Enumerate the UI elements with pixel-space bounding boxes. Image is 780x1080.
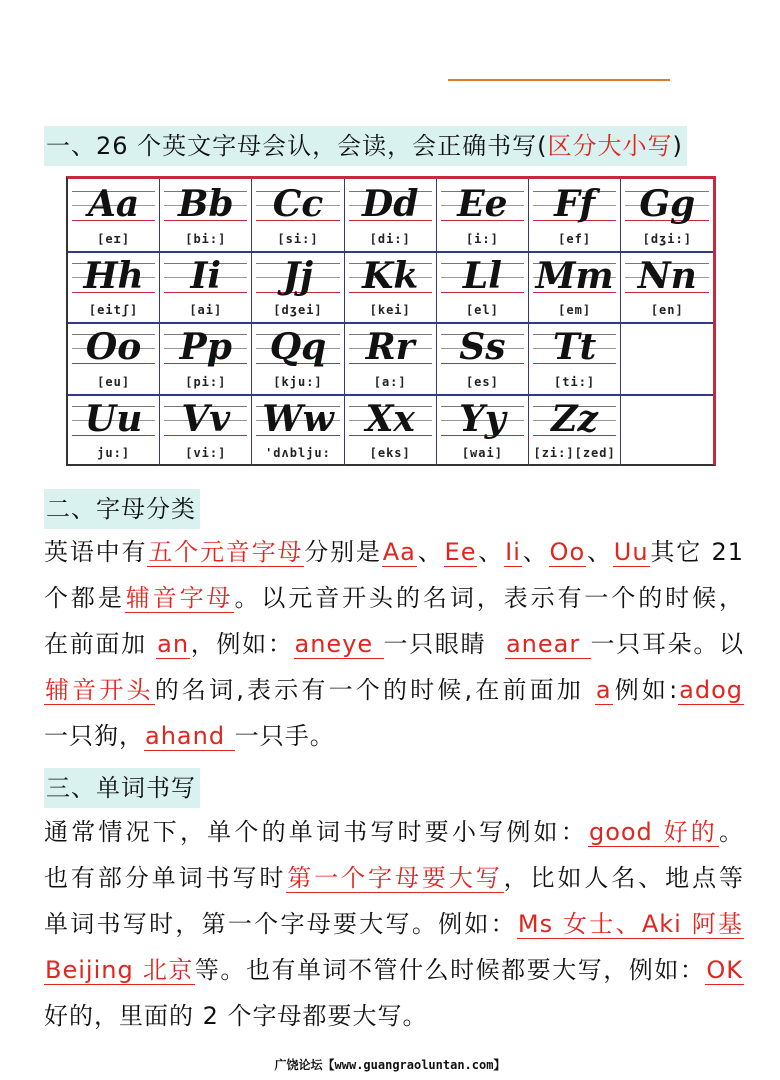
phonetic-label: [zi:][zed] (533, 446, 616, 460)
text: 也有部分单词书写时 (44, 864, 287, 892)
alphabet-cell (68, 394, 160, 466)
text: 一只耳朵。以 (590, 630, 745, 658)
phonetic-label: [eks] (369, 446, 411, 460)
alphabet-cell (437, 394, 529, 466)
answer-blank: Oo (549, 538, 586, 566)
section1-heading (44, 126, 687, 166)
answer-blank: 第一个字母要大写 (287, 864, 503, 892)
footer-watermark: 广饶论坛【www.guangraoluntan.com】 (274, 1058, 506, 1072)
section1-title-prefix: 一、26 个英文字母会认，会读，会正确书写( (46, 132, 548, 160)
text: ，比如人名、地点等 (503, 864, 744, 892)
section2-line-1 (44, 529, 744, 575)
text: 其它 21 (649, 538, 745, 566)
letter-glyph (160, 181, 251, 227)
phonetic-label (621, 373, 713, 391)
alphabet-cell (68, 179, 160, 251)
letter-glyph (437, 324, 528, 370)
answer-blank: aneye (294, 630, 383, 658)
letter-pair: Kk (362, 254, 419, 297)
letter-pair: Aa (87, 183, 140, 225)
section3-line-5 (44, 993, 744, 1039)
letter-glyph (68, 396, 159, 442)
letter-pair: Vv (181, 397, 231, 440)
section3-heading: 三、单词书写 (44, 768, 200, 808)
letter-glyph (252, 253, 343, 299)
phonetic-label: [di:] (369, 231, 411, 246)
letter-pair: Ww (262, 397, 334, 440)
phonetic-label: [bi:] (185, 231, 227, 246)
section2-heading: 二、字母分类 (44, 489, 200, 529)
answer-blank: good 好的 (588, 818, 719, 846)
phonetic-label: 'dʌblju: (265, 446, 331, 460)
text: 分别是 (304, 538, 382, 566)
phonetic-label: [i:] (465, 231, 499, 246)
letter-pair: Oo (85, 326, 142, 368)
alphabet-cell (160, 179, 252, 251)
answer-blank: Ii (505, 538, 521, 566)
phonetic-label: [em] (558, 303, 592, 317)
letter-glyph (437, 396, 528, 442)
alphabet-cell (252, 322, 344, 394)
alphabet-cell (529, 179, 621, 251)
section3-line-1 (44, 809, 744, 855)
phonetic-label: [a:] (373, 374, 407, 389)
answer-blank: Ee (444, 538, 477, 566)
letter-glyph (437, 253, 528, 299)
letter-glyph (345, 324, 436, 370)
answer-blank: an (157, 630, 190, 658)
alphabet-cell (252, 251, 344, 323)
alphabet-cell (345, 322, 437, 394)
alphabet-cell (345, 251, 437, 323)
section2-line-4 (44, 667, 744, 713)
alphabet-cell (621, 179, 713, 251)
letter-pair: Bb (177, 183, 234, 225)
alphabet-cell (437, 179, 529, 251)
letter-pair: Ee (457, 183, 508, 225)
phonetic-label: [kju:] (273, 374, 323, 389)
letter-glyph (345, 396, 436, 442)
phonetic-label: [vi:] (185, 446, 227, 460)
letter-pair: Zz (551, 397, 598, 440)
letter-pair: Ll (462, 254, 502, 297)
text: 个都是 (44, 584, 125, 612)
section3-line-3 (44, 901, 744, 947)
alphabet-cell (160, 322, 252, 394)
letter-glyph (68, 324, 159, 370)
text: ，例如： (190, 630, 294, 658)
letter-pair: Xx (365, 397, 415, 440)
phonetic-label: [ai] (189, 303, 223, 317)
letter-pair: Hh (83, 254, 144, 297)
letter-glyph (621, 253, 713, 299)
section2-line-5 (44, 713, 744, 759)
answer-blank: OK (706, 956, 744, 984)
text: 、 (416, 538, 444, 566)
section3-line-4 (44, 947, 744, 993)
letter-glyph (252, 396, 343, 442)
phonetic-label: [eu] (97, 374, 131, 389)
text: 、 (477, 538, 505, 566)
section1-title-suffix: ) (672, 132, 683, 160)
letter-glyph (160, 253, 251, 299)
phonetic-label: [en] (650, 303, 684, 317)
phonetic-label: [dʒei] (273, 303, 323, 317)
phonetic-label: [si:] (277, 231, 319, 246)
section2-line-2 (44, 575, 744, 621)
letter-glyph (529, 253, 620, 299)
letter-pair: Qq (269, 326, 327, 368)
text: 好的，里面的 2 个字母都要大写。 (44, 1002, 428, 1030)
letter-glyph (529, 396, 620, 442)
text: 、 (586, 538, 613, 566)
phonetic-label: [eɪ] (97, 231, 131, 246)
letter-pair: Tt (552, 326, 597, 368)
letter-glyph (252, 181, 343, 227)
letter-glyph (68, 181, 159, 227)
text: 通常情况下，单个的单词书写时要小写例如： (44, 818, 588, 846)
letter-glyph (437, 181, 528, 227)
phonetic-label: [dʒi:] (642, 231, 692, 246)
alphabet-cell (252, 394, 344, 466)
alphabet-cell (529, 322, 621, 394)
section3-line-2 (44, 855, 744, 901)
phonetic-label: ju:] (97, 446, 131, 460)
answer-blank: 辅音字母 (125, 584, 234, 612)
text: 。 (719, 818, 745, 846)
alphabet-cell (68, 251, 160, 323)
phonetic-label: [ti:] (554, 374, 596, 389)
answer-blank: anear (505, 630, 590, 658)
section3-body (44, 809, 744, 1039)
text: 例如: (612, 676, 679, 704)
letter-glyph (529, 324, 620, 370)
text: 。以元音开头的名词，表示有一个的时候， (234, 584, 745, 612)
letter-pair: Mm (535, 254, 614, 297)
alphabet-cell (345, 394, 437, 466)
letter-glyph (160, 396, 251, 442)
letter-glyph (345, 181, 436, 227)
letter-glyph (160, 324, 251, 370)
letter-pair: Rr (365, 326, 415, 368)
answer-blank: Beijing 北京 (45, 956, 194, 984)
text: 的名词,表示有一个的时候,在前面加 (154, 676, 595, 704)
letter-pair: Ss (459, 326, 506, 368)
section1-title-red: 区分大小写 (547, 132, 673, 160)
letter-pair: Yy (459, 397, 506, 440)
answer-blank: Aa (382, 538, 416, 566)
letter-glyph (621, 324, 713, 370)
phonetic-label: [ef] (558, 231, 592, 246)
alphabet-cell (252, 179, 344, 251)
phonetic-label: [pi:] (185, 374, 227, 389)
letter-pair: Nn (637, 254, 697, 297)
letter-pair: Dd (361, 183, 419, 225)
letter-pair: Ii (190, 254, 222, 297)
alphabet-cell (345, 179, 437, 251)
text: 一只狗， (44, 722, 144, 750)
text: 、 (521, 538, 549, 566)
phonetic-label: [wai] (461, 446, 503, 460)
alphabet-cell (160, 394, 252, 466)
letter-pair: Jj (282, 254, 314, 297)
answer-blank: Uu (613, 538, 649, 566)
alphabet-cell (68, 322, 160, 394)
top-rule (448, 79, 670, 81)
answer-blank: a (595, 676, 612, 704)
answer-blank: 辅音开头 (45, 676, 154, 704)
phonetic-label (621, 444, 713, 462)
section2-line-3 (44, 621, 744, 667)
alphabet-cell (529, 251, 621, 323)
letter-pair: Gg (639, 183, 696, 225)
letter-pair: Uu (84, 397, 143, 440)
answer-blank: adog (679, 676, 744, 704)
letter-glyph (621, 396, 713, 442)
text: 英语中有 (44, 538, 148, 566)
alphabet-cell (160, 251, 252, 323)
phonetic-label: [eitʃ] (88, 303, 139, 317)
text: 一只手。 (234, 722, 335, 750)
letter-glyph (621, 181, 713, 227)
answer-blank: Ms 女士、Aki 阿基 (517, 910, 744, 938)
section2-body (44, 529, 744, 759)
letter-glyph (345, 253, 436, 299)
letter-glyph (252, 324, 343, 370)
alphabet-cell (437, 322, 529, 394)
alphabet-cell (437, 251, 529, 323)
letter-pair: Cc (272, 183, 324, 225)
text: 等。也有单词不管什么时候都要大写，例如： (194, 956, 706, 984)
alphabet-cell (621, 322, 713, 394)
letter-glyph (68, 253, 159, 299)
text: 单词书写时，第一个字母要大写。例如： (44, 910, 517, 938)
answer-blank: ahand (145, 722, 234, 750)
letter-pair: Pp (179, 326, 232, 368)
text: 一只眼睛 (383, 630, 487, 658)
text: 在前面加 (44, 630, 157, 658)
phonetic-label: [es] (465, 374, 499, 389)
letter-glyph (529, 181, 620, 227)
alphabet-table (66, 176, 716, 466)
alphabet-cell (529, 394, 621, 466)
letter-pair: Ff (554, 183, 596, 225)
alphabet-cell (621, 394, 713, 466)
answer-blank: 五个元音字母 (148, 538, 304, 566)
alphabet-cell (621, 251, 713, 323)
phonetic-label: [el] (465, 303, 499, 317)
phonetic-label: [kei] (369, 303, 411, 317)
